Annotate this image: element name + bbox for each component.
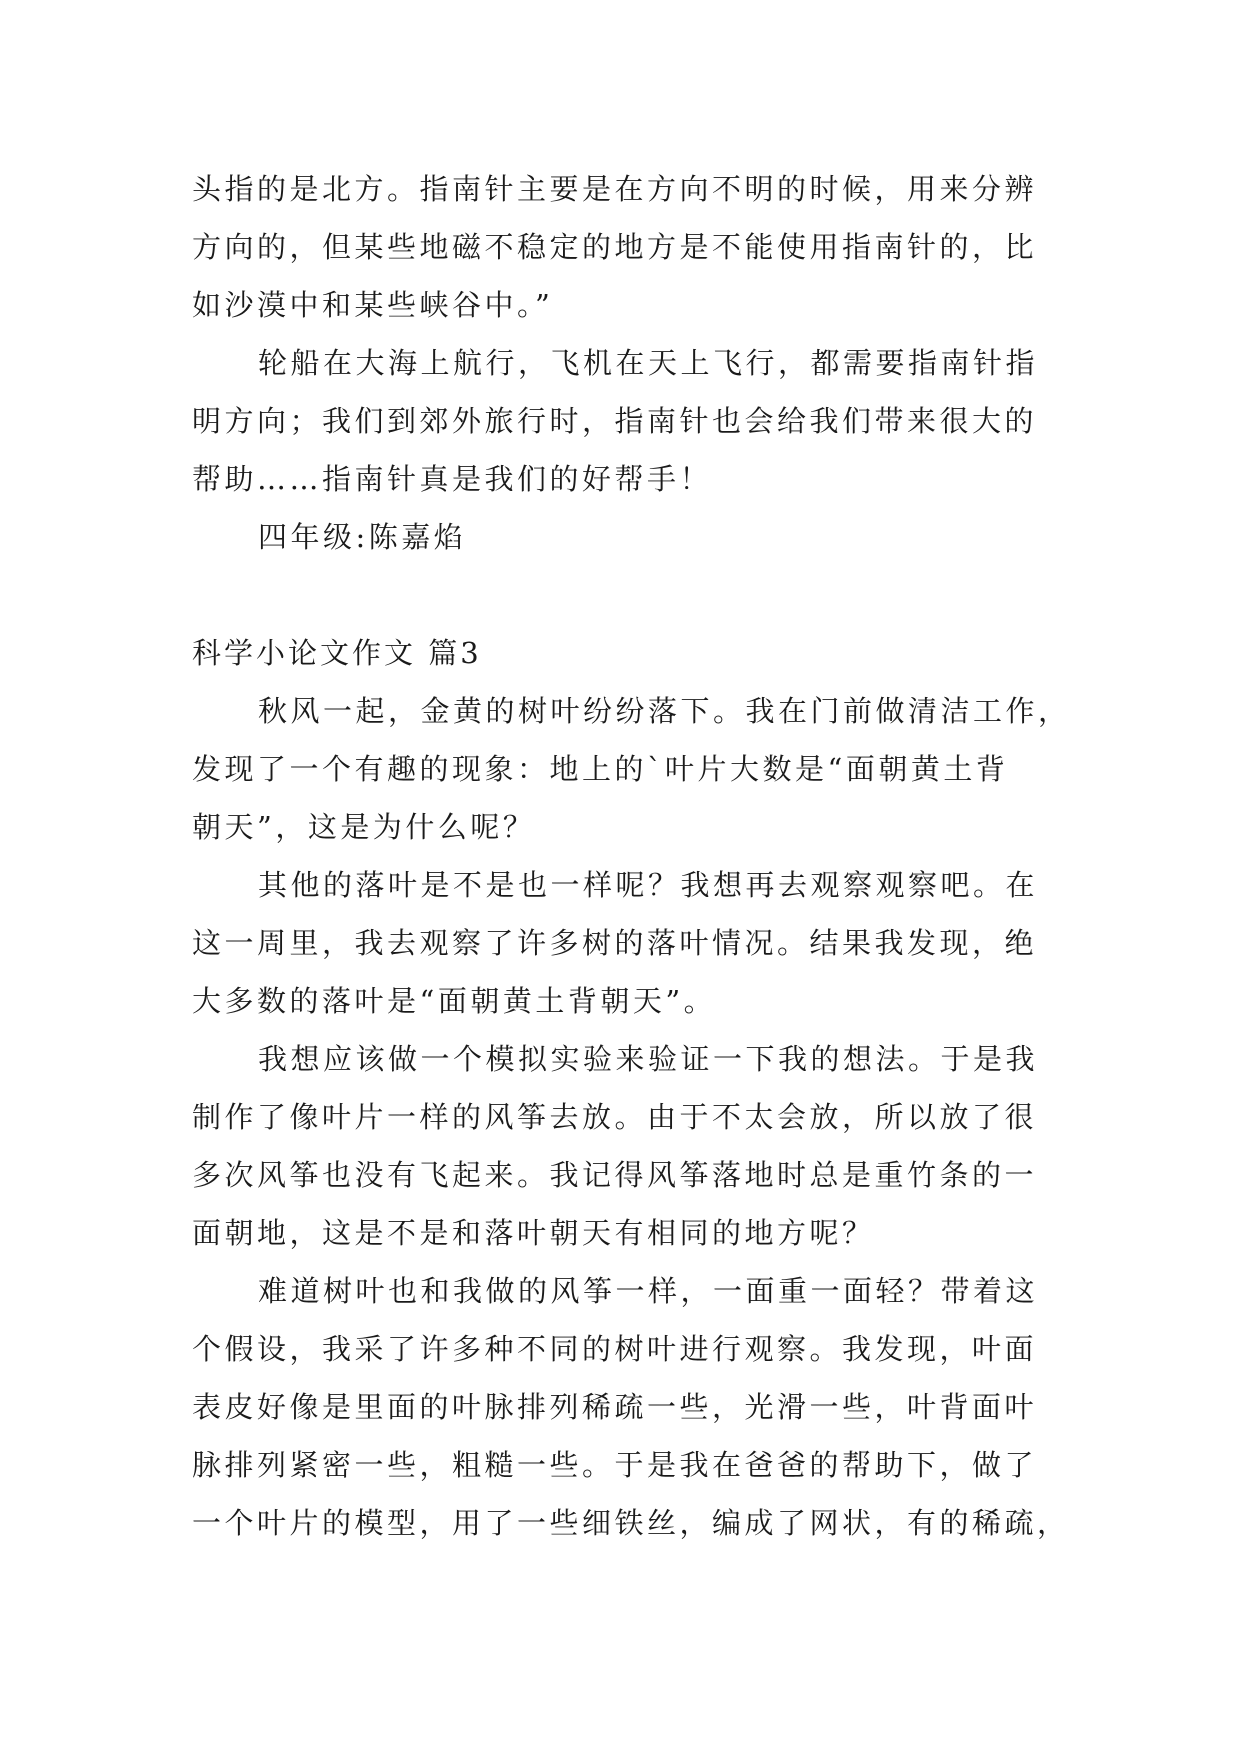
text-line: 朝天”，这是为什么呢？ [192,810,536,844]
text-line: 如沙漠中和某些峡谷中。” [192,288,554,322]
text-line: 难道树叶也和我做的风筝一样，一面重一面轻？带着这 [258,1274,1039,1308]
text-line: 明方向；我们到郊外旅行时，指南针也会给我们带来很大的 [192,404,1038,438]
section-title: 科学小论文作文 篇3 [192,636,482,670]
text-line: 发现了一个有趣的现象：地上的`叶片大数是“面朝黄土背 [192,752,1009,786]
text-line: 其他的落叶是不是也一样呢？我想再去观察观察吧。在 [258,868,1039,902]
text-line: 方向的，但某些地磁不稳定的地方是不能使用指南针的，比 [192,230,1038,264]
text-line: 一个叶片的模型，用了一些细铁丝，编成了网状，有的稀疏， [192,1506,1070,1540]
kite-experiment-paragraph [192,1030,1050,1262]
other-leaves-paragraph [192,856,1050,1030]
text-line: 多次风筝也没有飞起来。我记得风筝落地时总是重竹条的一 [192,1158,1038,1192]
text-line: 制作了像叶片一样的风筝去放。由于不太会放，所以放了很 [192,1100,1038,1134]
text-line: 脉排列紧密一些，粗糙一些。于是我在爸爸的帮助下，做了 [192,1448,1038,1482]
text-line: 轮船在大海上航行，飞机在天上飞行，都需要指南针指 [258,346,1039,380]
text-line: 秋风一起，金黄的树叶纷纷落下。我在门前做清洁工作， [258,694,1071,728]
hypothesis-paragraph [192,1262,1070,1552]
article-body [192,160,1071,1552]
text-line: 这一周里，我去观察了许多树的落叶情况。结果我发现，绝 [192,926,1038,960]
observation-paragraph [192,682,1071,856]
text-line: 帮助……指南针真是我们的好帮手！ [192,462,713,496]
author-line: 四年级:陈嘉焰 [258,520,467,554]
text-line: 头指的是北方。指南针主要是在方向不明的时候，用来分辨 [192,172,1038,206]
text-line: 面朝地，这是不是和落叶朝天有相同的地方呢？ [192,1216,875,1250]
text-line: 我想应该做一个模拟实验来验证一下我的想法。于是我 [258,1042,1039,1076]
text-line: 大多数的落叶是“面朝黄土背朝天”。 [192,984,717,1018]
section-spacer [192,566,1050,624]
continuation-paragraph [192,160,1050,334]
compass-paragraph [192,334,1050,508]
text-line: 个假设，我采了许多种不同的树叶进行观察。我发现，叶面 [192,1332,1038,1366]
text-line: 表皮好像是里面的叶脉排列稀疏一些，光滑一些，叶背面叶 [192,1390,1038,1424]
